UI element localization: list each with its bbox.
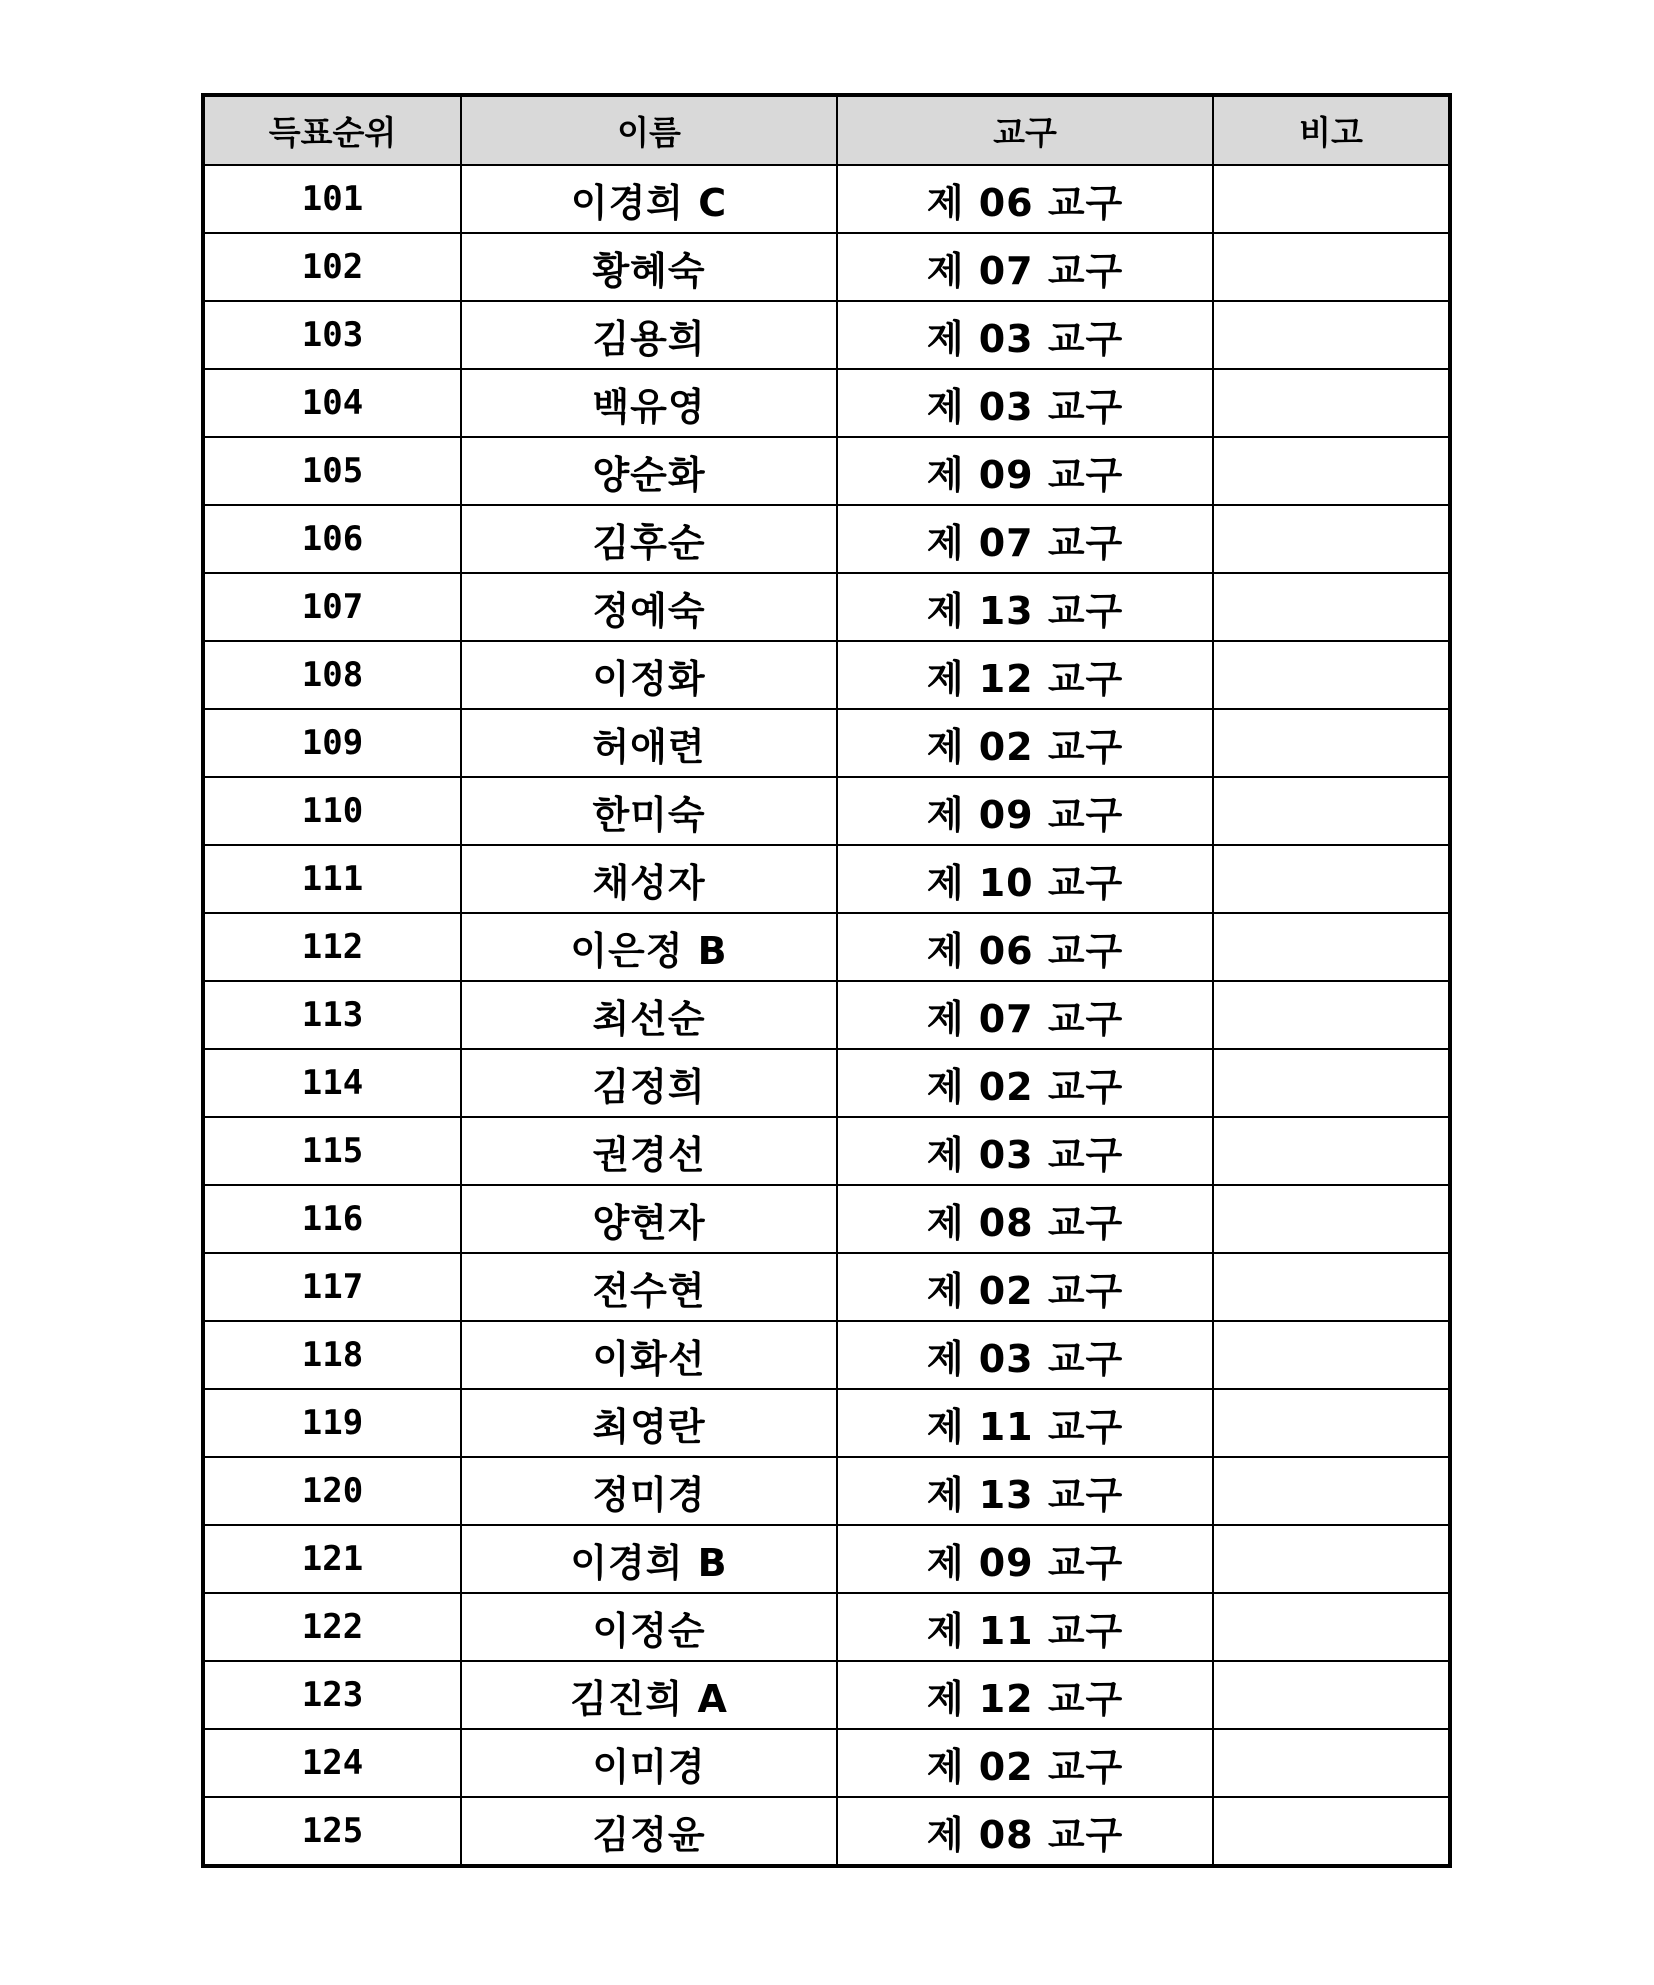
name-cell: 이미경 [461, 1729, 837, 1797]
rank-cell: 102 [203, 233, 461, 301]
table-row [203, 845, 1450, 913]
table-row [203, 233, 1450, 301]
district-cell: 제 02 교구 [837, 1729, 1213, 1797]
rank-cell: 122 [203, 1593, 461, 1661]
rank-cell: 105 [203, 437, 461, 505]
district-cell: 제 07 교구 [837, 505, 1213, 573]
name-cell: 김후순 [461, 505, 837, 573]
rank-cell: 123 [203, 1661, 461, 1729]
note-cell [1213, 845, 1450, 913]
rank-cell: 117 [203, 1253, 461, 1321]
table-row [203, 1661, 1450, 1729]
rank-cell: 118 [203, 1321, 461, 1389]
note-cell [1213, 1185, 1450, 1253]
name-cell: 이화선 [461, 1321, 837, 1389]
table-row [203, 1797, 1450, 1866]
note-cell [1213, 1797, 1450, 1866]
name-cell: 이경희 C [461, 165, 837, 233]
district-cell: 제 03 교구 [837, 1117, 1213, 1185]
table-row [203, 573, 1450, 641]
note-cell [1213, 1117, 1450, 1185]
note-cell [1213, 165, 1450, 233]
header-name: 이름 [461, 95, 837, 165]
district-cell: 제 09 교구 [837, 777, 1213, 845]
table-body [203, 165, 1450, 1866]
table-row [203, 913, 1450, 981]
table-row [203, 709, 1450, 777]
name-cell: 이경희 B [461, 1525, 837, 1593]
rank-cell: 103 [203, 301, 461, 369]
rank-cell: 116 [203, 1185, 461, 1253]
district-cell: 제 07 교구 [837, 233, 1213, 301]
name-cell: 김정희 [461, 1049, 837, 1117]
name-cell: 이정화 [461, 641, 837, 709]
name-cell: 전수현 [461, 1253, 837, 1321]
table-row [203, 1117, 1450, 1185]
note-cell [1213, 301, 1450, 369]
table-row [203, 1729, 1450, 1797]
note-cell [1213, 1321, 1450, 1389]
note-cell [1213, 1661, 1450, 1729]
name-cell: 양현자 [461, 1185, 837, 1253]
vote-ranking-table [201, 93, 1452, 1868]
rank-cell: 120 [203, 1457, 461, 1525]
table-row [203, 1457, 1450, 1525]
rank-cell: 110 [203, 777, 461, 845]
rank-cell: 106 [203, 505, 461, 573]
rank-cell: 115 [203, 1117, 461, 1185]
table-row [203, 1389, 1450, 1457]
name-cell: 최영란 [461, 1389, 837, 1457]
district-cell: 제 13 교구 [837, 573, 1213, 641]
note-cell [1213, 369, 1450, 437]
table-row [203, 165, 1450, 233]
district-cell: 제 08 교구 [837, 1185, 1213, 1253]
name-cell: 한미숙 [461, 777, 837, 845]
note-cell [1213, 1457, 1450, 1525]
table-row [203, 301, 1450, 369]
table-row [203, 981, 1450, 1049]
note-cell [1213, 573, 1450, 641]
name-cell: 최선순 [461, 981, 837, 1049]
table-row [203, 505, 1450, 573]
table-row [203, 369, 1450, 437]
note-cell [1213, 1729, 1450, 1797]
district-cell: 제 06 교구 [837, 913, 1213, 981]
note-cell [1213, 913, 1450, 981]
district-cell: 제 09 교구 [837, 1525, 1213, 1593]
header-rank: 득표순위 [203, 95, 461, 165]
table-row [203, 1525, 1450, 1593]
rank-cell: 124 [203, 1729, 461, 1797]
note-cell [1213, 1389, 1450, 1457]
note-cell [1213, 1253, 1450, 1321]
district-cell: 제 06 교구 [837, 165, 1213, 233]
table-row [203, 1321, 1450, 1389]
district-cell: 제 11 교구 [837, 1389, 1213, 1457]
district-cell: 제 03 교구 [837, 369, 1213, 437]
table-header [203, 95, 1450, 165]
district-cell: 제 12 교구 [837, 1661, 1213, 1729]
note-cell [1213, 981, 1450, 1049]
table-row [203, 1185, 1450, 1253]
district-cell: 제 02 교구 [837, 1253, 1213, 1321]
district-cell: 제 11 교구 [837, 1593, 1213, 1661]
name-cell: 정예숙 [461, 573, 837, 641]
header-district: 교구 [837, 95, 1213, 165]
district-cell: 제 08 교구 [837, 1797, 1213, 1866]
note-cell [1213, 233, 1450, 301]
district-cell: 제 10 교구 [837, 845, 1213, 913]
name-cell: 허애련 [461, 709, 837, 777]
note-cell [1213, 1525, 1450, 1593]
district-cell: 제 13 교구 [837, 1457, 1213, 1525]
note-cell [1213, 641, 1450, 709]
rank-cell: 107 [203, 573, 461, 641]
district-cell: 제 02 교구 [837, 1049, 1213, 1117]
district-cell: 제 07 교구 [837, 981, 1213, 1049]
table-row [203, 641, 1450, 709]
district-cell: 제 03 교구 [837, 301, 1213, 369]
district-cell: 제 02 교구 [837, 709, 1213, 777]
name-cell: 김진희 A [461, 1661, 837, 1729]
note-cell [1213, 777, 1450, 845]
name-cell: 백유영 [461, 369, 837, 437]
note-cell [1213, 437, 1450, 505]
rank-cell: 125 [203, 1797, 461, 1866]
note-cell [1213, 709, 1450, 777]
name-cell: 김정윤 [461, 1797, 837, 1866]
name-cell: 권경선 [461, 1117, 837, 1185]
rank-cell: 108 [203, 641, 461, 709]
district-cell: 제 03 교구 [837, 1321, 1213, 1389]
rank-cell: 101 [203, 165, 461, 233]
table-row [203, 1049, 1450, 1117]
table-row [203, 777, 1450, 845]
district-cell: 제 12 교구 [837, 641, 1213, 709]
name-cell: 정미경 [461, 1457, 837, 1525]
table-row [203, 437, 1450, 505]
name-cell: 이정순 [461, 1593, 837, 1661]
note-cell [1213, 505, 1450, 573]
district-cell: 제 09 교구 [837, 437, 1213, 505]
rank-cell: 121 [203, 1525, 461, 1593]
rank-cell: 109 [203, 709, 461, 777]
name-cell: 김용희 [461, 301, 837, 369]
note-cell [1213, 1049, 1450, 1117]
table-row [203, 1593, 1450, 1661]
rank-cell: 104 [203, 369, 461, 437]
rank-cell: 119 [203, 1389, 461, 1457]
name-cell: 황혜숙 [461, 233, 837, 301]
name-cell: 양순화 [461, 437, 837, 505]
table-row [203, 1253, 1450, 1321]
rank-cell: 111 [203, 845, 461, 913]
rank-cell: 112 [203, 913, 461, 981]
rank-cell: 114 [203, 1049, 461, 1117]
name-cell: 이은정 B [461, 913, 837, 981]
header-note: 비고 [1213, 95, 1450, 165]
header-row [203, 95, 1450, 165]
name-cell: 채성자 [461, 845, 837, 913]
note-cell [1213, 1593, 1450, 1661]
rank-cell: 113 [203, 981, 461, 1049]
